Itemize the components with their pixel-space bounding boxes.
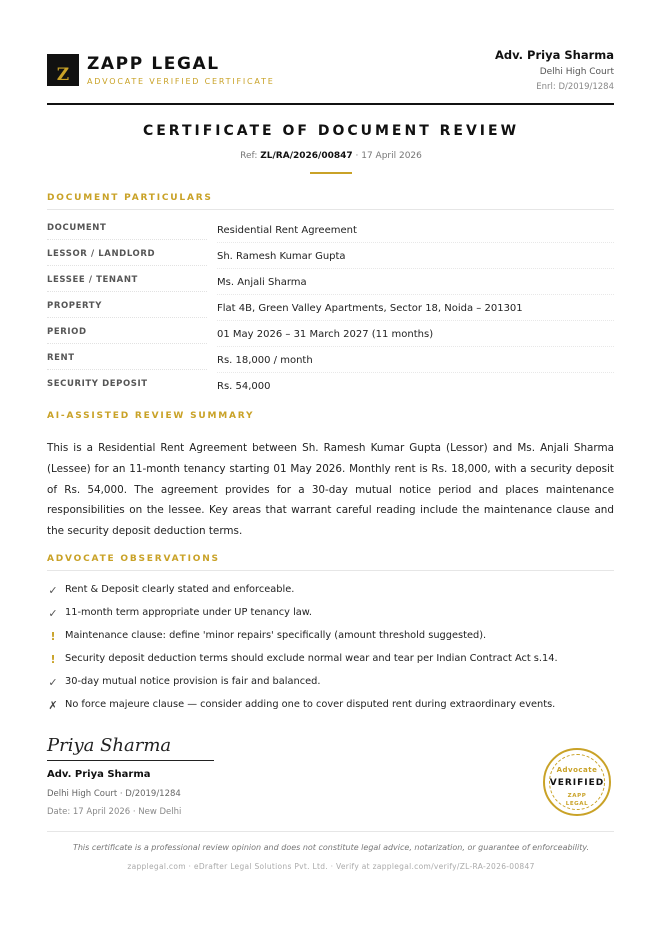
observation-item (47, 584, 614, 604)
ref-number: ZL/RA/2026/00847 (260, 151, 353, 161)
observation-item (47, 699, 614, 719)
warning-icon: ! (50, 630, 56, 643)
header-divider (47, 103, 614, 105)
seal-line-advocate: Advocate (556, 766, 598, 774)
brand-name: ZAPP LEGAL (87, 54, 220, 74)
cross-icon: ✗ (48, 699, 58, 712)
observation-item (47, 653, 614, 673)
particulars-value: Flat 4B, Green Valley Apartments, Sector 18, Noida – 201301 (217, 303, 614, 321)
particulars-value: Ms. Anjali Sharma (217, 277, 614, 295)
particulars-divider (47, 209, 614, 210)
particulars-value: Sh. Ramesh Kumar Gupta (217, 251, 614, 269)
particulars-row (47, 301, 614, 327)
summary-text: This is a Residential Rent Agreement between Sh. Ramesh Kumar Gupta (Lessor) and Ms. Anjali Sharma (Lessee) for an 11-month tenancy starting 01 May 2026. Monthly rent is Rs. 18,000, with a security deposit of Rs. 54,000. The agreement provides for a 30-day mutual notice period and places maintenance responsibilities on the lessee. Key areas that warrant careful reading include the maintenance clause and the security deposit deduction terms. (47, 442, 614, 538)
observation-item (47, 630, 614, 650)
particulars-label: LESSOR / LANDLORD (47, 249, 207, 266)
particulars-row (47, 327, 614, 353)
signature-line (47, 760, 214, 761)
certificate-title: CERTIFICATE OF DOCUMENT REVIEW (142, 123, 520, 139)
particulars-row (47, 249, 614, 275)
particulars-label: SECURITY DEPOSIT (47, 379, 148, 389)
signatory-court: Delhi High Court · D/2019/1284 (47, 789, 181, 799)
particulars-value: Rs. 18,000 / month (217, 355, 614, 373)
signature-date: Date: 17 April 2026 · New Delhi (47, 807, 182, 817)
ref-date: · 17 April 2026 (355, 151, 422, 161)
seal-line-brand (545, 792, 609, 808)
footer-links: zapplegal.com · eDrafter Legal Solutions Pvt. Ltd. · Verify at zapplegal.com/verify/ZL-RA-2026-00847 (127, 862, 535, 871)
header-advocate-court: Delhi High Court (539, 67, 614, 77)
particulars-row (47, 223, 614, 249)
observation-item (47, 676, 614, 696)
observation-item (47, 607, 614, 627)
verified-seal (543, 748, 611, 816)
check-icon: ✓ (48, 676, 58, 689)
logo-letter: Z (56, 65, 70, 85)
observation-text: Maintenance clause: define 'minor repairs' specifically (amount threshold suggested). (65, 630, 487, 641)
particulars-label: DOCUMENT (47, 223, 207, 240)
certificate-reference (0, 151, 662, 161)
particulars-value: Rs. 54,000 (217, 381, 271, 392)
summary-heading: AI-ASSISTED REVIEW SUMMARY (47, 411, 255, 421)
seal-brand-line1: ZAPP (567, 793, 587, 799)
observations-divider (47, 570, 614, 571)
signature-script: Priya Sharma (47, 735, 172, 756)
observation-text: Rent & Deposit clearly stated and enforceable. (65, 584, 295, 595)
title-accent-bar (310, 172, 352, 174)
warning-icon: ! (50, 653, 56, 666)
brand-subtitle: ADVOCATE VERIFIED CERTIFICATE (87, 77, 275, 86)
particulars-value: Residential Rent Agreement (217, 225, 614, 243)
observation-text: 30-day mutual notice provision is fair and balanced. (65, 676, 321, 687)
particulars-row (47, 275, 614, 301)
check-icon: ✓ (48, 584, 58, 597)
particulars-value: 01 May 2026 – 31 March 2027 (11 months) (217, 329, 614, 347)
ref-prefix: Ref: (240, 151, 258, 161)
footer-disclaimer: This certificate is a professional review opinion and does not constitute legal advice, notarization, or guarantee of enforceability. (72, 843, 590, 852)
observations-heading: ADVOCATE OBSERVATIONS (47, 554, 220, 564)
header-advocate-name: Adv. Priya Sharma (494, 48, 614, 62)
particulars-label: PERIOD (47, 327, 207, 344)
particulars-row (47, 353, 614, 379)
particulars-label: LESSEE / TENANT (47, 275, 207, 292)
observation-text: 11-month term appropriate under UP tenancy law. (65, 607, 313, 618)
check-icon: ✓ (48, 607, 58, 620)
particulars-row (47, 379, 614, 405)
observation-text: No force majeure clause — consider adding one to cover disputed rent during extraordinary events. (65, 699, 556, 710)
particulars-heading: DOCUMENT PARTICULARS (47, 193, 213, 203)
observation-text: Security deposit deduction terms should exclude normal wear and tear per Indian Contract Act s.14. (65, 653, 558, 664)
signatory-name: Adv. Priya Sharma (47, 769, 151, 780)
header-advocate-enrolment: Enrl: D/2019/1284 (536, 82, 614, 92)
particulars-label: PROPERTY (47, 301, 207, 318)
seal-line-verified: VERIFIED (549, 778, 605, 788)
particulars-label: RENT (47, 353, 207, 370)
footer-divider (47, 831, 614, 832)
seal-brand-line2: LEGAL (565, 801, 589, 807)
brand-logo (47, 54, 79, 86)
